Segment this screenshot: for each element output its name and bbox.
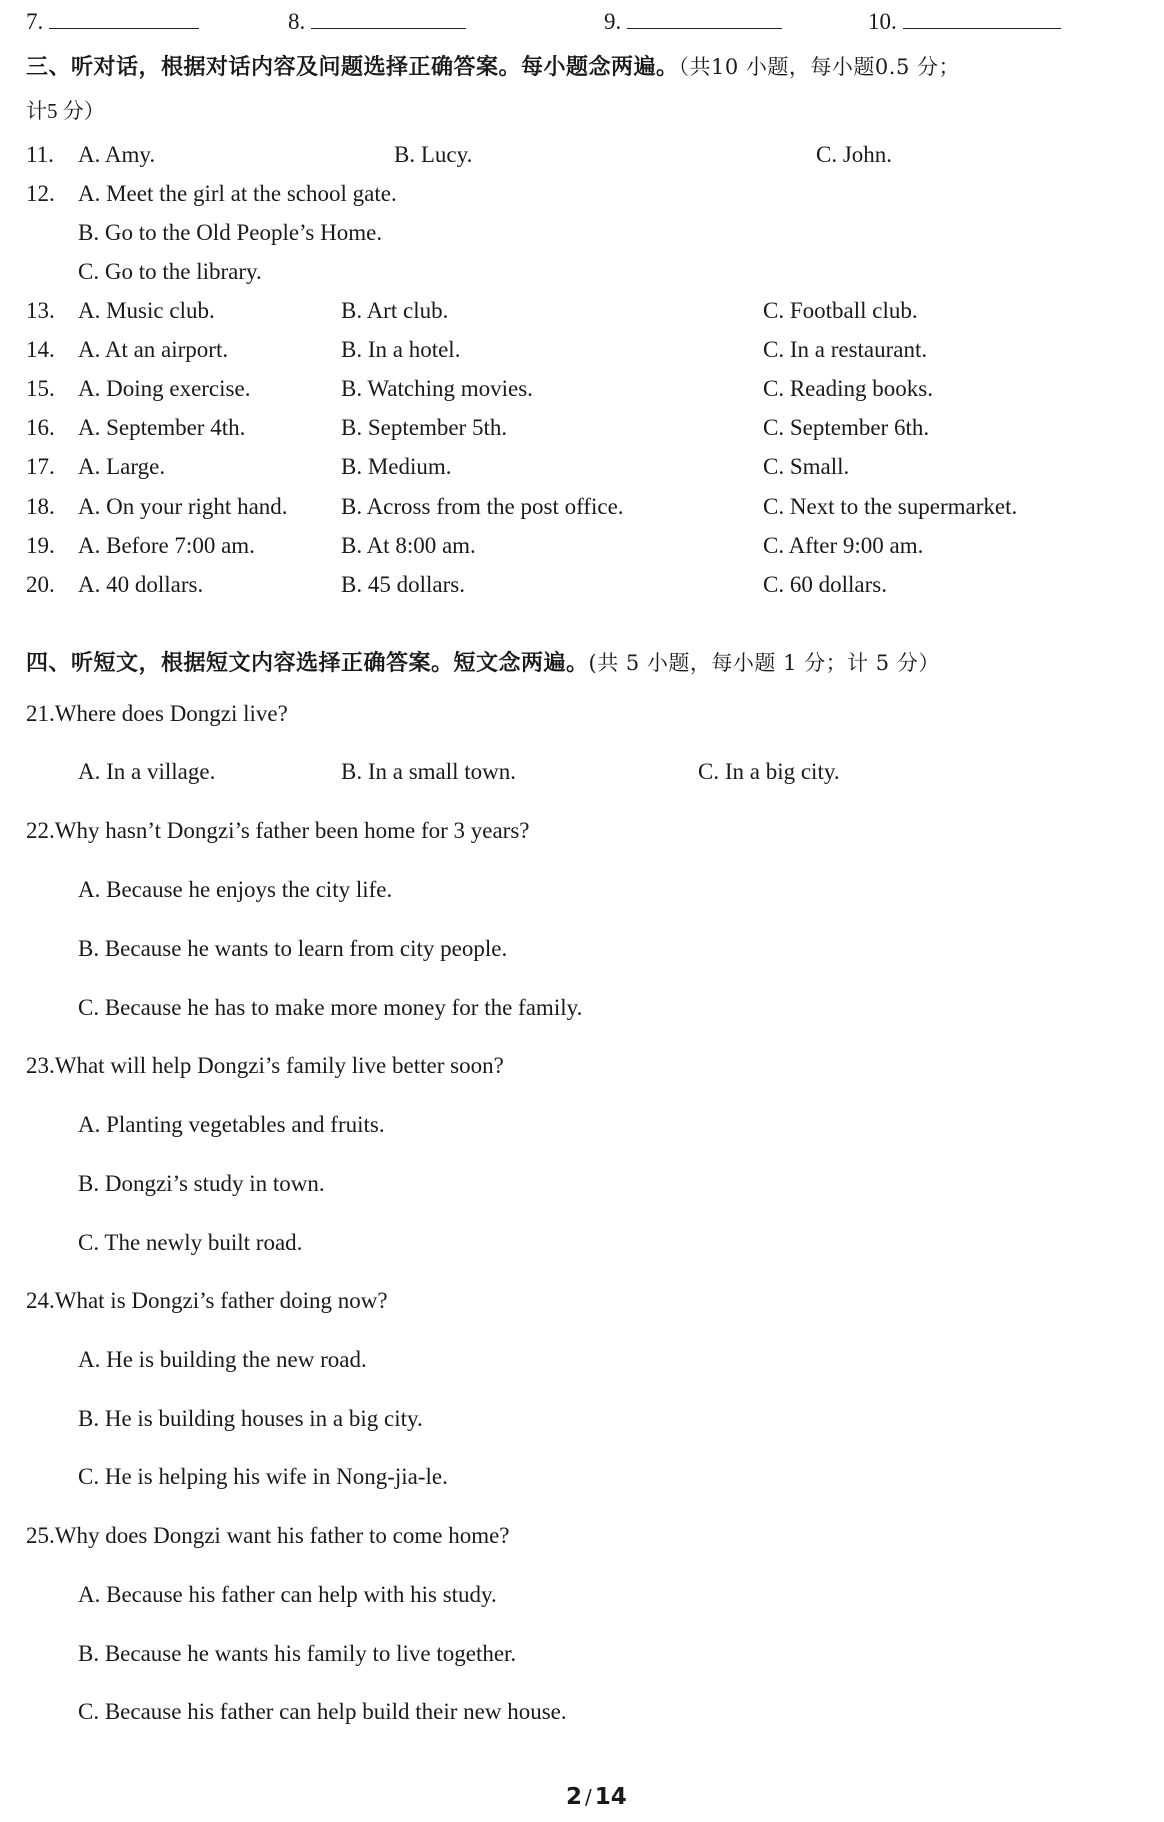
question-text: 23.What will help Dongzi’s family live better soon?	[26, 1053, 504, 1078]
question-num: 16.	[26, 415, 55, 440]
option-c: C. In a big city.	[698, 759, 840, 784]
option-b: B. In a small town.	[341, 759, 517, 784]
option-b: B. He is building houses in a big city.	[78, 1406, 423, 1431]
option-a: A. Doing exercise.	[78, 376, 251, 401]
page-separator: /	[585, 1785, 592, 1809]
option-b: B. 45 dollars.	[341, 572, 465, 597]
option-a: A. Music club.	[78, 298, 215, 323]
option-a: A. 40 dollars.	[78, 572, 204, 597]
option-a: A. On your right hand.	[78, 494, 288, 519]
question-num: 13.	[26, 298, 55, 323]
blank-8	[288, 6, 466, 37]
option-b: B. Lucy.	[394, 142, 473, 167]
option-c: C. Because his father can help build their new house.	[78, 1699, 567, 1724]
option-b: B. Because he wants his family to live together.	[78, 1641, 517, 1666]
section-3-title: 三、听对话，根据对话内容及问题选择正确答案。每小题念两遍。	[26, 55, 679, 80]
question-num: 18.	[26, 494, 55, 519]
section-4-title: 四、听短文，根据短文内容选择正确答案。短文念两遍。	[26, 651, 589, 676]
option-b: B. Art club.	[341, 298, 449, 323]
option-c: C. September 6th.	[763, 415, 930, 440]
total-pages: 14	[594, 1784, 627, 1810]
option-b: B. Medium.	[341, 454, 452, 479]
option-a: A. September 4th.	[78, 415, 246, 440]
option-c: C. In a restaurant.	[763, 337, 928, 362]
option-a: A. At an airport.	[78, 337, 229, 362]
option-a: A. Because his father can help with his study.	[78, 1582, 497, 1607]
option-b: B. Watching movies.	[341, 376, 533, 401]
page-number	[566, 1782, 627, 1812]
option-a: A. Before 7:00 am.	[78, 533, 255, 558]
option-b: B. Go to the Old People’s Home.	[78, 220, 383, 245]
question-num: 20.	[26, 572, 55, 597]
question-text: 25.Why does Dongzi want his father to come home?	[26, 1523, 510, 1548]
answer-line	[627, 6, 782, 29]
answer-line	[903, 6, 1061, 29]
section-4-heading	[26, 648, 940, 679]
section-3-heading	[26, 52, 960, 83]
option-b: B. Across from the post office.	[341, 494, 624, 519]
option-b: B. In a hotel.	[341, 337, 461, 362]
option-a: A. Planting vegetables and fruits.	[78, 1112, 385, 1137]
question-num: 15.	[26, 376, 55, 401]
blank-label: 7.	[26, 9, 44, 34]
question-text: 24.What is Dongzi’s father doing now?	[26, 1288, 388, 1313]
option-a: A. He is building the new road.	[78, 1347, 367, 1372]
question-text: 21.Where does Dongzi live?	[26, 701, 288, 726]
option-c: C. Because he has to make more money for the family.	[78, 995, 583, 1020]
option-c: C. Go to the library.	[78, 259, 262, 284]
blank-label: 9.	[604, 9, 622, 34]
option-b: B. At 8:00 am.	[341, 533, 476, 558]
blank-9	[604, 6, 782, 37]
option-b: B. September 5th.	[341, 415, 508, 440]
blank-label: 8.	[288, 9, 306, 34]
question-num: 11.	[26, 142, 54, 167]
section-3-note: （共10 小题，每小题0.5 分；	[678, 55, 960, 79]
blank-label: 10.	[868, 9, 897, 34]
answer-line	[311, 6, 466, 29]
option-a: A. Because he enjoys the city life.	[78, 877, 393, 902]
option-c: C. He is helping his wife in Nong-jia-le.	[78, 1464, 448, 1489]
question-num: 12.	[26, 181, 55, 206]
option-b: B. Dongzi’s study in town.	[78, 1171, 325, 1196]
option-b: B. Because he wants to learn from city people.	[78, 936, 508, 961]
blank-10	[868, 6, 1061, 37]
option-c: C. After 9:00 am.	[763, 533, 924, 558]
option-c: C. Football club.	[763, 298, 918, 323]
question-num: 17.	[26, 454, 55, 479]
option-a: A. Amy.	[78, 142, 156, 167]
blank-7	[26, 6, 199, 37]
option-a: A. Large.	[78, 454, 166, 479]
section-4-note: (共 5 小题，每小题 1 分；计 5 分）	[588, 651, 940, 675]
section-3-note-cont: 计5 分）	[26, 99, 105, 123]
option-c: C. Next to the supermarket.	[763, 494, 1018, 519]
answer-line	[49, 6, 199, 29]
option-c: C. John.	[816, 142, 893, 167]
question-text: 22.Why hasn’t Dongzi’s father been home for 3 years?	[26, 818, 530, 843]
option-c: C. The newly built road.	[78, 1230, 303, 1255]
current-page: 2	[566, 1784, 583, 1810]
option-a: A. Meet the girl at the school gate.	[78, 181, 397, 206]
option-c: C. 60 dollars.	[763, 572, 887, 597]
question-num: 19.	[26, 533, 55, 558]
option-a: A. In a village.	[78, 759, 216, 784]
option-c: C. Reading books.	[763, 376, 933, 401]
option-c: C. Small.	[763, 454, 850, 479]
question-num: 14.	[26, 337, 55, 362]
